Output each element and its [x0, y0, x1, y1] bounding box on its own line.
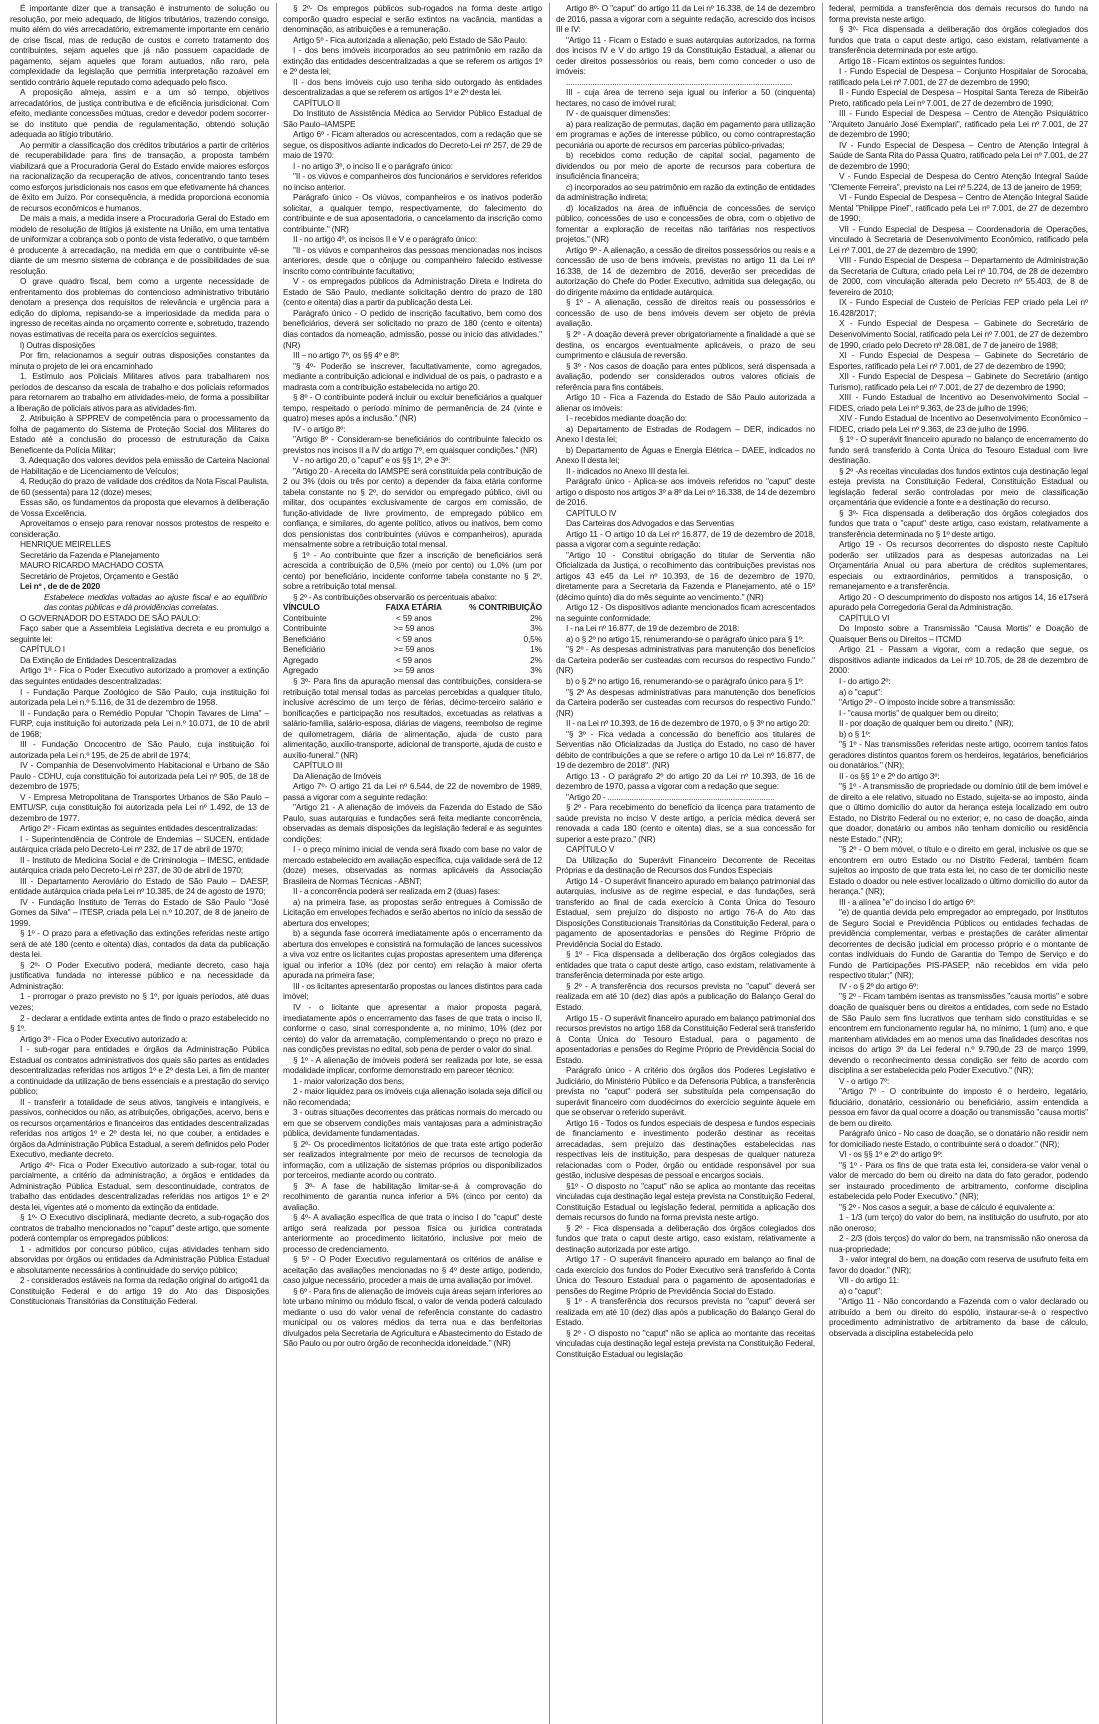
signatory-name: HENRIQUE MEIRELLES — [20, 539, 111, 550]
paragraph: § 2º - A transferência dos recursos prevista no "caput" deverá ser realizada em até 10 (dez) dias após a publicação do Balanço Geral do Estado. — [556, 980, 815, 1012]
table-cell: < 59 anos — [395, 612, 432, 623]
paragraph: V - o artigo 7º: — [839, 1075, 890, 1086]
paragraph: II - Fundo Especial de Despesa – Hospital Santa Tereza de Ribeirão Preto, ratificado pela Lei nº 7.001, de 27 de dezembro de 1990; — [829, 87, 1088, 108]
paragraph: I - Fundação Parque Zoológico de São Paulo, cuja instituição foi autorizada pela Lei n.º 5.116, de 31 de dezembro de 1958. — [10, 686, 269, 708]
paragraph: O grave quadro fiscal, bem como a urgente necessidade de enfrentamento dos problemas do contencioso administrativo tributário denotam a presença dos requisitos de relevância e urgência para a edição do diploma, repisando-se a imperiosidade da medida para o ingresso de receitas ainda no orçamento corrente e, sobretudo, trazendo novas estimativas de receita para os exercícios seguintes. — [10, 276, 269, 339]
chapter-heading: CAPÍTULO V — [566, 844, 615, 855]
paragraph: "Artigo 11 - Não concordando a Fazenda com o valor declarado ou atribuído a bem ou direito do espólio, instaurar-se-á o respectivo procedimento administrativo de arbitramento da base de cálculo, observada a disciplina estabelecida pelo — [829, 1296, 1088, 1338]
paragraph: 3 - outras situações decorrentes das práticas normais do mercado ou em que se observem condições mais vantajosas para a administração pública, devidamente fundamentadas. — [283, 1107, 542, 1139]
paragraph: § 1º - A alienação de imóveis poderá ser realizada por lote, se essa modalidade implicar, conforme demonstrado em parecer técnico: — [283, 1054, 542, 1076]
table-cell: 3% — [530, 623, 542, 634]
paragraph: "§ 2º - Ficam também isentas as transmissões "causa mortis" e sobre doação de quaisquer bens ou direitos a entidades, com sede no Estado de São Paulo sem fins lucrativos que tenham sido constituídas e se encontrem em funcionamento regular há, no mínimo, 1 (um) ano, e que mantenham atividades em ao menos uma das finalidades descritas nos incisos do artigo 3º da Lei federal n.º 9.790,de 23 de março 1999, devendo o reconhecimento dessa condição ser feito de acordo com disciplina a ser estabelecida pelo Poder Executivo." (NR); — [829, 991, 1088, 1076]
paragraph: Artigo 17 - O superávit financeiro apurado em balanço ao final de cada exercício dos fundos do Poder Executivo será transferido à Conta Única do Tesouro Estadual para o pagamento de aposentadorias e pensões do Regime Próprio de Previdência Social do Estado. — [556, 1254, 815, 1296]
paragraph: § 4º- A avaliação específica de que trata o inciso I do "caput" deste artigo será realizada por pessoa física ou jurídica contratada anteriormente ao procedimento licitatório, inclusive por meio de processo de credenciamento. — [283, 1212, 542, 1254]
paragraph: I - sub-rogar para entidades e órgãos da Administração Pública Estadual os contratos administrativos dos quais são partes as entidades descentralizadas referidas nos artigos 1º e 2º desta Lei, a fim de manter a continuidade da utilização de bens essenciais e a prestação do serviço público; — [10, 1044, 269, 1097]
paragraph: II - dos bens imóveis cujo uso tenha sido outorgado às entidades descentralizadas a que se referem os artigos 1º e 2º desta lei. — [283, 76, 542, 98]
paragraph: Essas são, os fundamentos da proposta que elevamos à deliberação de Vossa Excelência. — [10, 497, 269, 518]
paragraph: § 2º- O Poder Executivo poderá, mediante decreto, caso haja justificativa fundada no interesse público e na necessidade da Administração: — [10, 959, 269, 991]
paragraph: § 8º - O contribuinte poderá incluir ou excluir beneficiários a qualquer tempo, respeitado o período mínimo de permanência de 24 (vinte e quatro) meses após a inclusão." (NR) — [283, 392, 542, 424]
paragraph: Artigo 5º - Fica autorizada a alienação, pelo Estado de São Paulo: — [293, 34, 528, 45]
table-row — [283, 613, 542, 624]
quoted-article-ellipsis: "Artigo 20 - ............................................................................ — [566, 791, 775, 802]
paragraph: 4. Redução do prazo de validade dos créditos da Nota Fiscal Paulista, de 60 (sessenta) para 12 (doze) meses; — [10, 476, 269, 497]
paragraph: IV - Companhia de Desenvolvimento Habitacional e Urbano de São Paulo - CDHU, cuja constituição foi autorizada pela Lei nº 905, de 18 de dezembro de 1975; — [10, 760, 269, 792]
paragraph: Artigo 10 - Fica a Fazenda do Estado de São Paulo autorizada a alienar os imóveis: — [556, 392, 815, 413]
paragraph: § 2º - Para recebimento do benefício da licença para tratamento de saúde prevista no inciso V deste artigo, a perícia médica deverá ser renovada a cada 180 (cento e oitenta) dias, se a sua concessão for superior a este prazo." (NR) — [556, 802, 815, 844]
paragraph: l) Outras disposições — [20, 339, 95, 350]
signatory-title: Secretário da Fazenda e Planejamento — [20, 549, 160, 560]
paragraph: Parágrafo único - O pedido de inscrição facultativo, bem como dos beneficiários, deverá ser solicitado no prazo de 180 (cento e oitenta) dias contados da nomeação, admissão, posse ou início das atividades." (NR) — [283, 307, 542, 350]
paragraph: I - dos bens imóveis incorporados ao seu patrimônio em razão da extinção das entidades descentralizadas a que se referem os artigos 1º e 2º desta lei; — [283, 45, 542, 77]
chapter-subtitle: Da Alienação de Imóveis — [293, 770, 382, 781]
law-number-line: Lei nº , de de de 2020 — [20, 581, 101, 592]
paragraph: "Artigo 20 - A receita do IAMSPE será constituída pela contribuição de 2 ou 3% (dois ou três por cento) a depender da faixa etária conforme tabela constante no § 2º, do servidor ou empregado público, civil ou militar, dos ocupantes exclusivamente de cargos em comissão, de função-atividade de livre provimento, de empregado público em confiança, e similares, do agente político, ativos ou inativos, bem como dos pensionistas dos contribuintes (viúvos e companheiros), apurada mensalmente sobre a retribuição total mensal. — [283, 465, 542, 550]
paragraph: "§ 2º As despesas administrativas para manutenção dos benefícios da Carteira poderão ser custeadas com recursos do respectivo Fundo." (NR) — [556, 686, 815, 718]
chapter-heading: CAPÍTULO IV — [566, 507, 617, 518]
paragraph: § 1º - Fica dispensada a deliberação dos órgãos colegiados das entidades que trata o caput deste artigo, caso existam, relativamente à transferência determinada por este artigo. — [556, 949, 815, 981]
paragraph: § 3º- Para fins da apuração mensal das contribuições, considera-se retribuição total mensal todas as parcelas percebidas a qualquer título, inclusive acréscimo de um terço de férias, décimo-terceiro salário e bonificações e participação nos resultados, excetuadas as relativas a salário-família, salário-esposa, diárias de viagens, reembolso de regime de quilometragem, diária de alimentação, ajuda de custo para alimentação, auxílio-transporte, adicional de transporte, ajuda de custo e auxílio-funeral." (NR) — [283, 676, 542, 760]
table-cell: >= 59 anos — [393, 644, 435, 655]
paragraph: I - Superintendência de Controle de Endemias – SUCEN, entidade autárquica criada pelo Decreto-Lei nº 232, de 17 de abril de 1970; — [10, 833, 269, 855]
paragraph: É importante dizer que a transação é instrumento de solução ou resolução, por meio adequado, de litígios tributários, trazendo consigo, muito além do viés arrecadatório, extremamente importante em cenário de crise fiscal, mas de redução de custos e correto tratamento dos contribuintes, sejam aqueles que já não possuem capacidade de pagamento, sejam aqueles que foram autuados, não raro, pela complexidade da legislação que permitia interpretação razoável em sentido contrário àquele reputado como adequado pelo fisco. — [10, 3, 269, 87]
paragraph: IV - Fundo Especial de Despesa – Centro de Atenção Integral à Saúde de Santa Rita do Passa Quatro, ratificado pela Lei nº 7.001, de 27 de dezembro de 1990; — [829, 139, 1088, 171]
table-cell: >= 59 anos — [393, 665, 435, 676]
paragraph: II - a concorrência poderá ser realizada em 2 (duas) fases: — [293, 886, 500, 897]
paragraph: IV - de quaisquer dimensões: — [566, 108, 671, 119]
paragraph: II - no artigo 4º, os incisos II e V e o parágrafo único: — [293, 234, 478, 245]
paragraph: III - cuja área de terreno seja igual ou inferior a 50 (cinquenta) hectares, no caso de imóvel rural; — [556, 87, 815, 108]
paragraph: federal, permitida a transferência dos demais recursos do fundo na forma prevista neste artigo. — [829, 3, 1088, 24]
paragraph: § 1º - A alienação, cessão de direitos reais ou possessórios e concessão de uso de bens imóveis devem ser objeto de prévia avaliação. — [556, 297, 815, 329]
paragraph: "e) de quantia devida pelo empregador ao empregado, por Institutos de Seguro Social e Previdência Públicos ou entidades fechadas de previdência complementar, verbas e prestações de caráter alimentar decorrentes de decisão judicial em processo próprio e o montante de contas individuais do Fundo de Garantia do Tempo de Serviço e do Fundo de Participações PIS-PASEP, não recebidos em vida pelo respectivo titular;" (NR); — [829, 907, 1088, 981]
paragraph: I - recebidos mediante doação do: — [566, 413, 687, 424]
paragraph: Artigo 15 - O superávit financeiro apurado em balanço patrimonial dos recursos previstos no artigo 168 da Constituição Federal será transferido à Conta Única do Tesouro Estadual, para o pagamento de aposentadorias e pensões do Regime Próprio de Previdência Social do Estado. — [556, 1012, 815, 1065]
paragraph: § 2º- Os empregos públicos sub-rogados na forma deste artigo comporão quadro especial e serão extintos na vacância, mantidas a denominação, as atribuições e a remuneração. — [283, 3, 542, 35]
paragraph: III – no artigo 7º, os §§ 4º e 8º: — [293, 350, 400, 361]
paragraph: Artigo 9º - A alienação, a cessão de direitos possessórios ou reais e a concessão de uso de bens imóveis, previstas no artigo 11 da Lei nº 16.338, de 14 de dezembro de 2016, deverão ser precedidas de autorização do Chefe do Poder Executivo, admitida sua delegação, ou do dirigente máximo da entidade autárquica. — [556, 244, 815, 297]
paragraph: II - Fundação para o Remédio Popular "Chopin Tavares de Lima" – FURP, cuja instituição foi autorizada pela Lei n.º 10.071, de 10 de abril de 1968; — [10, 707, 269, 739]
paragraph: § 1º - O superávit financeiro apurado no balanço de encerramento do fundo será transferido à Conta Única do Tesouro Estadual com livre destinação. — [829, 434, 1088, 466]
paragraph: "§ 2º - As despesas administrativas para manutenção dos benefícios da Carteira poderão ser custeadas com recursos do respectivo Fundo." (NR) — [556, 644, 815, 676]
paragraph: "§ 1º - Para os fins de que trata esta lei, considera-se valor venal o valor de mercado do bem ou direito na data do fato gerador, podendo ser instaurado procedimento de arbitramento, conforme disciplina estabelecida pelo Poder Executivo." (NR); — [829, 1159, 1088, 1202]
paragraph: IV - o artigo 8º: — [293, 423, 346, 434]
paragraph: Parágrafo único - Aplica-se aos imóveis referidos no "caput" deste artigo o disposto nos artigos 3º a 8º da Lei nº 16.338, de 14 de dezembro de 2016. — [556, 476, 815, 508]
paragraph: 1. Estímulo aos Policiais Militares ativos para trabalharem nos períodos de descanso da escala de trabalho e dos policiais reformados para retornarem ao trabalho em atividades-meio, de forma a possibilitar a liberação de policiais ativos para as atividades-fim. — [10, 371, 269, 413]
paragraph: d) localizados na área de influência de concessões de serviço público, concessões de uso e concessões de obra, com o objetivo de fomentar a exploração de receitas não tarifárias nos respectivos projetos." (NR) — [556, 202, 815, 245]
paragraph: a) na primeira fase, as propostas serão entregues à Comissão de Licitação em envelopes fechados e serão abertos no início da sessão de abertura dos envelopes; — [283, 896, 542, 928]
paragraph: a) o "caput": — [839, 686, 883, 697]
paragraph: § 2º - Fica dispensada a deliberação dos órgãos colegiados dos fundos que trata o caput deste artigo, caso existam, relativamente a destinação autorizada por este artigo. — [556, 1222, 815, 1254]
paragraph: § 2º - O disposto no "caput" não se aplica ao montante das receitas vinculadas cuja destinação legal esteja prevista na Constituição Federal, Constituição Estadual ou legislação — [556, 1327, 815, 1359]
table-cell: 2% — [530, 654, 542, 665]
text-column-3 — [549, 3, 822, 1724]
paragraph: XIII - Fundo Estadual de Incentivo ao Desenvolvimento Social – FIDES, criado pela Lei nº 9.363, de 23 de julho de 1996; — [829, 392, 1088, 413]
paragraph: "Artigo 2º - O imposto incide sobre a transmissão: — [839, 697, 1016, 708]
paragraph: "§ 4º- Poderão se inscrever, facultativamente, como agregados, mediante a contribuição adicional e individual de os pais, o padrasto e a madrasta com a contribuição estabelecida no artigo 20. — [283, 360, 542, 392]
table-cell: Contribuinte — [283, 623, 327, 634]
paragraph: b) a segunda fase ocorrerá imediatamente após o encerramento da abertura dos envelopes e consistirá na formulação de lances sucessivos a viva voz entre os licitantes cujas propostas apresentem uma diferença igual ou inferior a 10% (dez por cento) em relação à maior oferta apurada na primeira fase; — [283, 928, 542, 981]
paragraph: 3. Adequação dos valores devidos pela emissão de Carteira Nacional de Habilitação e de Licenciamento de Veículos; — [10, 455, 269, 476]
paragraph: I - o preço mínimo inicial de venda será fixado com base no valor de mercado estabelecido em avaliação específica, cuja validade será de 12 (doze) meses, observadas as normas aplicáveis da Associação Brasileira de Normas Técnicas - ABNT; — [283, 844, 542, 886]
paragraph: Artigo 4º- Fica o Poder Executivo autorizado a sub-rogar, total ou parcialmente, a critério da administração, a órgãos e entidades da Administração Pública Estadual, sem descontinuidade, contratos de trabalho das entidades descentralizadas referidas nos artigos 1º e 2º desta lei, vigentes até o momento da extinção da entidade. — [10, 1159, 269, 1212]
paragraph: Artigo 20 - O descumprimento do disposto nos artigos 14, 16 e17será apurado pela Corregedoria Geral da Administração. — [829, 591, 1088, 613]
paragraph: III - Fundação Oncocentro de São Paulo, cuja instituição foi autorizada pela Lei n.º 195, de 25 de abril de 1974; — [10, 739, 269, 760]
paragraph: "§ 1º - A transmissão de propriedade ou domínio útil de bem imóvel e de direito a ele relativo, situado no Estado, sujeita-se ao imposto, ainda que o último domicílio do autor da herança esteja localizado em outro Estado, no Distrito Federal ou no exterior; e, no caso de doação, ainda que doador, donatário ou ambos não tenham domicílio ou residência neste Estado." (NR); — [829, 781, 1088, 844]
paragraph: a) Departamento de Estradas de Rodagem – DER, indicados no Anexo I desta lei; — [556, 423, 815, 445]
paragraph: "§ 2º - O bem móvel, o título e o direito em geral, inclusive os que se encontrem em outro Estado ou no Distrito Federal, também ficam sujeitos ao imposto de que trata esta lei, no caso de ter domicílio neste Estado o doador ou nele estiver localizado o último domicílio do autor da herança." (NR); — [829, 844, 1088, 897]
paragraph: § 3º - Nos casos de doação para entes públicos, será dispensada a avaliação, podendo ser considerados outros valores oficiais de referência para fins contábeis. — [556, 360, 815, 392]
paragraph: Parágrafo único - No caso de doação, se o donatário não residir nem for domiciliado neste Estado, o contribuinte será o doador." (NR); — [829, 1128, 1088, 1149]
paragraph: Artigo 12 - Os dispositivos adiante mencionados ficam acrescentados na seguinte conformidade: — [556, 602, 815, 623]
table-cell: < 59 anos — [395, 633, 432, 644]
paragraph: Artigo 6º - Ficam alterados ou acrescentados, com a redação que se segue, os dispositivos adiante indicados do Decreto-Lei nº 257, de 29 de maio de 1970: — [283, 129, 542, 161]
paragraph: § 2º - A doação deverá prever obrigatoriamente a finalidade a que se destina, os encargos eventualmente aplicáveis, o prazo de seu cumprimento e cláusula de reversão. — [556, 328, 815, 361]
table-row — [283, 623, 542, 634]
paragraph: 3 - valor integral do bem, na doação com reserva de usufruto feita em favor do doador." (NR); — [829, 1254, 1088, 1275]
ellipsis-line: ....................................................................................................... — [566, 76, 793, 87]
paragraph: III - Departamento Aeroviário do Estado de São Paulo – DAESP, entidade autárquica criada pela Lei nº 10.385, de 24 de agosto de 1970; — [10, 875, 269, 897]
paragraph: § 1º - Ao contribuinte que fizer a inscrição de beneficiários será acrescida a contribuição de 0,5% (meio por cento) ou 1,0% (um por cento) por beneficiário, incidente conforme tabela constante no § 2º, sobre a retribuição total mensal. — [283, 549, 542, 592]
table-cell: 0,5% — [523, 633, 542, 644]
table-cell: 3% — [530, 665, 542, 676]
paragraph: "Artigo 10 - Constitui obrigação do titular de Serventia não Oficializada da Justiça, o recolhimento das contribuições previstas nos artigos 43 e45 da Lei nº 10.393, de 16 de dezembro de 1970, diretamente para a Secretaria da Fazenda e Planejamento, até o 15º (décimo quinto) dia do mês seguinte ao vencimento." (NR) — [556, 549, 815, 602]
paragraph: "§ 1º - Nas transmissões referidas neste artigo, ocorrem tantos fatos geradores distintos quantos forem os herdeiros, legatários, beneficiários ou donatários." (NR); — [829, 739, 1088, 771]
paragraph: Artigo 14 - O superávit financeiro apurado em balanço patrimonial das autarquias, inclusive as de regime especial, e das fundações, será transferido ao final de cada exercício à Conta Única do Tesouro Estadual, sem prejuízo do disposto no artigo 76-A do Ato das Disposições Constitucionais Transitórias da Constituição Federal, para o pagamento de aposentadorias e pensões do Regime Próprio de Previdência Social do Estado. — [556, 875, 815, 949]
table-cell: 1% — [530, 644, 542, 655]
paragraph: IV - Fundação Instituto de Terras do Estado de São Paulo "José Gomes da Silva" – ITESP, criada pela Lei n.º 10.207, de 8 de janeiro de 1999. — [10, 896, 269, 928]
paragraph: VIII - Fundo Especial de Despesa – Departamento de Administração da Secretaria de Cultura, criado pela Lei nº 10.704, de 28 de dezembro de 2000, com vinculação alterada pelo Decreto nº 55.403, de 8 de fevereiro de 2010; — [829, 255, 1088, 297]
paragraph: II - na Lei nº 10.393, de 16 de dezembro de 1970, o § 3º no artigo 20: — [566, 718, 810, 729]
paragraph: § 3º- A fase de habilitação limitar-se-á à comprovação do recolhimento de garantia nunca inferior a 5% (cinco por cento) da avaliação. — [283, 1180, 542, 1212]
paragraph: II - os §§ 1º e 2º do artigo 3º: — [839, 770, 940, 781]
paragraph: XII - Fundo Especial de Despesa – Gabinete do Secretário (antigo Turismo), ratificado pela Lei nº 7.001, de 27 de dezembro de 1990; — [829, 371, 1088, 392]
paragraph: XI - Fundo Especial de Despesa – Gabinete do Secretário de Esportes, ratificado pela Lei nº 7.001, de 27 de dezembro de 1990; — [829, 350, 1088, 371]
law-summary: Estabelece medidas voltadas ao ajuste fiscal e ao equilíbrio das contas públicas e dá providências correlatas. — [44, 591, 267, 613]
chapter-subtitle: Do Instituto de Assistência Médica ao Servidor Público Estadual de São Paulo–IAMSPE — [283, 108, 542, 129]
table-cell: Agregado — [283, 665, 319, 676]
table-header-cell: FAIXA ETÁRIA — [385, 602, 442, 613]
paragraph: III - os licitantes apresentarão propostas ou lances distintos para cada imóvel; — [283, 980, 542, 1002]
paragraph: I - Fundo Especial de Despesa – Conjunto Hospitalar de Sorocaba, ratificado pela Lei nº 7.001, de 27 de dezembro de 1990; — [829, 66, 1088, 87]
paragraph: 2 - considerados estáveis na forma da redação original do artigo41 da Constituição Federal e do artigo 19 do Ato das Disposições Constitucionais Transitórias da Constituição Federal. — [10, 1275, 269, 1307]
paragraph: 2 - maior liquidez para os imóveis cuja alienação isolada seja difícil ou não recomendada; — [283, 1086, 542, 1107]
paragraph: Faço saber que a Assembleia Legislativa decreta e eu promulgo a seguinte lei: — [10, 623, 269, 644]
text-column-2 — [276, 3, 549, 1724]
paragraph: § 3º- Fica dispensada a deliberação dos órgãos colegiados dos fundos que trata o "caput" deste artigo, caso existam, relativamente a transferência determinada no § 1º deste artigo. — [829, 507, 1088, 539]
chapter-subtitle: Da Extinção de Entidades Descentralizadas — [20, 654, 177, 665]
table-row — [283, 655, 542, 666]
chapter-heading: CAPÍTULO VI — [839, 612, 890, 623]
paragraph: Artigo 16 - Todos os fundos especiais de despesa e fundos especiais de financiamento e investimento poderão destinar as receitas arrecadadas, sem prejuízo das destinações estabelecidas nas respectivas leis de instituição, para despesas de qualquer natureza relacionadas com o Poder, órgão ou entidade responsável por sua gestão, inclusive despesas de pessoal e encargos sociais. — [556, 1117, 815, 1181]
table-cell: >= 59 anos — [393, 623, 435, 634]
paragraph: V - no artigo 20, o "caput" e os §§ 1º, 2º e 3º: — [293, 455, 451, 466]
chapter-heading: CAPÍTULO II — [293, 97, 341, 108]
paragraph: b) Departamento de Águas e Energia Elétrica – DAEE, indicados no Anexo II desta lei; — [556, 444, 815, 466]
signatory-name: MAURO RICARDO MACHADO COSTA — [20, 560, 164, 571]
paragraph: §1º - O disposto no "caput" não se aplica ao montante das receitas vinculadas cuja destinação legal esteja prevista na Constituição Federal, Constituição Estadual ou legislação federal, permitida a aplicação dos demais recursos do fundo na forma prevista neste artigo. — [556, 1180, 815, 1223]
paragraph: VII - Fundo Especial de Despesa – Coordenadoria de Operações, vinculado à Secretaria de Desenvolvimento Econômico, ratificado pela Lei nº 7.001, de 27 de dezembro de 1990; — [829, 223, 1088, 255]
paragraph: 1 - prorrogar o prazo previsto no § 1º, por iguais períodos, até duas vezes; — [10, 991, 269, 1012]
paragraph: § 1º - O prazo para a efetivação das extinções referidas neste artigo será de até 180 (cento e oitenta) dias, contados da data da publicação desta lei. — [10, 928, 269, 960]
paragraph: "Artigo 8º - Consideram-se beneficiários do contribuinte falecido os previstos nos incisos II a IV do artigo 7º, em quaisquer condições." (NR) — [283, 434, 542, 455]
paragraph: § 3º- Fica dispensada a deliberação dos órgãos colegiados dos fundos que trata o caput deste artigo, caso existam, relativamente a transferência determinada por este artigo. — [829, 24, 1088, 56]
paragraph: IV - o § 2º do artigo 6º: — [839, 980, 919, 991]
table-cell: Beneficiário — [283, 644, 326, 655]
paragraph: "§ 2º - Nos casos a seguir, a base de cálculo é equivalente a: — [839, 1201, 1055, 1212]
paragraph: Artigo 19 - Os recursos decorrentes do disposto neste Capítulo poderão ser utilizados para as despesas autorizadas na Lei Orçamentária Anual ou para abertura de créditos suplementares, especiais ou extraordinários, permitidos a transposição, o remanejamento e a transferência. — [829, 539, 1088, 592]
paragraph: VI - Fundo Especial de Despesa – Centro de Atenção Integral Saúde Mental "Philippe Pinel", ratificado pela Lei nº 7.001, de 27 de dezembro de 1990; — [829, 192, 1088, 224]
paragraph: "II - os viúvos e companheiros dos funcionários e servidores referidos no inciso anterior. — [283, 171, 542, 192]
paragraph: Parágrafo único - Os viúvos, companheiros e os inativos poderão solicitar, a qualquer tempo, respectivamente, do falecimento do contribuinte e de sua aposentadoria, o cancelamento da inscrição como contribuinte." (NR) — [283, 192, 542, 234]
paragraph: 1 - maior valorização dos bens; — [293, 1075, 404, 1086]
paragraph: § 5º - O Poder Executivo regulamentará os critérios de análise e aceitação das avaliações mencionadas no § 4º deste artigo, podendo, caso julgue necessário, proceder a mais de uma avaliação por imóvel. — [283, 1254, 542, 1286]
paragraph: § 2º- Os procedimentos licitatórios de que trata este artigo poderão ser realizados integralmente por meio de recursos de tecnologia da informação, com a utilização de sistemas próprios ou disponibilizados por terceiros, mediante acordo ou contrato. — [283, 1138, 542, 1181]
paragraph: I - do artigo 2º: — [839, 676, 891, 686]
paragraph: "II - os viúvos e companheiros das pessoas mencionadas nos incisos anteriores, desde que o cônjuge ou companheiro falecido estivesse inscrito como contribuinte facultativo; — [283, 244, 542, 276]
paragraph: § 2º - As contribuições observarão os percentuais abaixo: — [293, 591, 497, 602]
paragraph: Artigo 1º - Fica o Poder Executivo autorizado a promover a extinção das seguintes entidades descentralizadas: — [10, 665, 269, 686]
paragraph: § 1º- O Executivo disciplinará, mediante decreto, a sub-rogação dos contratos de trabalho mencionados no "caput" deste artigo, que somente poderá contemplar os empregados públicos: — [10, 1212, 269, 1244]
table-cell: Agregado — [283, 654, 319, 665]
paragraph: VII - do artigo 11: — [839, 1275, 900, 1286]
paragraph: V - os empregados públicos da Administração Direta e Indireta do Estado de São Paulo, mediante solicitação dentro do prazo de 180 (cento e oitenta) dias a partir da publicação desta Lei. — [283, 276, 542, 308]
paragraph: II - Instituto de Medicina Social e de Criminologia – IMESC, entidade autárquica criada pelo Decreto-Lei nº 237, de 30 de abril de 1970; — [10, 854, 269, 876]
paragraph: 1 - admitidos por concurso público, cujas atividades tenham sido absorvidas por órgãos ou entidades da Administração Pública Estadual e absolutamente necessários à continuidade do serviço público; — [10, 1243, 269, 1275]
table-row — [283, 665, 542, 676]
chapter-heading: CAPÍTULO I — [20, 644, 65, 655]
paragraph: 2 - 2/3 (dois terços) do valor do bem, na transmissão não onerosa da nua-propriedade; — [829, 1233, 1088, 1254]
paragraph: De mais a mais, a medida insere a Procuradoria Geral do Estado em modelo de resolução de litígios já existente na União, em uma tentativa de uniformizar a cobrança sob o ponto de vista federativo, o que também é producente à arrecadação, na medida em que o contribuinte vê-se diante de um mesmo sistema de cobrança e de possibilidades de sua resolução. — [10, 213, 269, 276]
paragraph: IV - o licitante que apresentar a maior proposta pagará, imediatamente após o encerramento das fases de que trata o inciso II, conforme o caso, sinal correspondente a, no mínimo, 10% (dez por cento) do valor da arrematação, complementando o preço no prazo e nas condições previstas no edital, sob pena de perder o valor do sinal. — [283, 1001, 542, 1055]
paragraph: a) para realização de permutas, dação em pagamento para utilização em programas e ações de interesse público, ou como contraprestação pecuniária ou aporte de recursos em parcerias público-privadas; — [556, 118, 815, 150]
paragraph: XIV - Fundo Estadual de Incentivo ao Desenvolvimento Econômico – FIDEC, criado pela Lei nº 9.363, de 23 de julho de 1996. — [829, 413, 1088, 434]
enacting-authority: O GOVERNADOR DO ESTADO DE SÃO PAULO: — [20, 612, 201, 623]
paragraph: I - "causa mortis" de qualquer bem ou direito; — [839, 707, 999, 718]
paragraph: 2. Atribuição à SPPREV de competência para o processamento da folha de pagamento do Sistema de Proteção Social dos Militares do Estado até a conclusão do processo de estruturação da Caixa Beneficente da Polícia Militar; — [10, 413, 269, 455]
paragraph: "§ 3º - Fica vedada a concessão do benefício aos titulares de Serventias não Oficializadas da Justiça do Estado, no caso de haver débito de contribuições a que se refere o artigo 10 da Lei nº 16.877, de 19 de dezembro de 2018". (NR) — [556, 728, 815, 771]
paragraph: a) o "caput": — [839, 1285, 883, 1296]
table-cell: Beneficiário — [283, 633, 326, 644]
table-row — [283, 644, 542, 655]
paragraph: III - Fundo Especial de Despesa – Centro de Atenção Psiquiátrico "Arquiteto Januário José Exemplari", ratificado pela Lei nº 7.001, de 27 de dezembro de 1990; — [829, 108, 1088, 140]
paragraph: V - Empresa Metropolitana de Transportes Urbanos de São Paulo – EMTU/SP, cuja constituição foi autorizada pela Lei nº 1.492, de 13 de dezembro de 1977. — [10, 791, 269, 823]
table-header-row — [283, 602, 542, 613]
paragraph: Artigo 11 - O artigo 10 da Lei nº 16.877, de 19 de dezembro de 2018, passa a vigorar com a seguinte redação: — [556, 528, 815, 550]
paragraph: X - Fundo Especial de Despesa – Gabinete do Secretário de Desenvolvimento Social, ratificado pela Lei nº 7.001, de 27 de dezembro de 1990, criado pelo Decreto nº 28.081, de 7 de janeiro de 1988; — [829, 318, 1088, 350]
paragraph: II - transferir a totalidade de seus ativos, tangíveis e intangíveis, e passivos, conhecidos ou não, as atribuições, obrigações, acervo, bens e os recursos orçamentários e financeiros das entidades descentralizadas referidas nos artigos 1º e 2º desta lei, no que couber, a entidades e órgãos da Administração Pública Estadual, a serem definidos pelo Poder Executivo, mediante decreto. — [10, 1096, 269, 1160]
text-column-4 — [822, 3, 1095, 1724]
paragraph: III - a alínea "e" do inciso I do artigo 6º: — [839, 896, 976, 907]
paragraph: Artigo 8º- O "caput" do artigo 11 da Lei nº 16.338, de 14 de dezembro de 2016, passa a vigorar com a seguinte redação, acrescido dos incisos III e IV: — [556, 3, 815, 35]
paragraph: Artigo 3º - Fica o Poder Executivo autorizado a: — [20, 1033, 188, 1044]
paragraph: "Artigo 11 - Ficam o Estado e suas autarquias autorizados, na forma dos incisos IV e V do artigo 19 da Constituição Estadual, a alienar ou ceder direitos possessórios ou reais, bem como conceder o uso de imóveis: — [556, 34, 815, 77]
table-cell: 2% — [530, 612, 542, 623]
paragraph: Artigo 18 - Ficam extintos os seguintes fundos: — [839, 55, 1006, 66]
paragraph: 1 - 1/3 (um terço) do valor do bem, na instituição do usufruto, por ato não oneroso; — [829, 1212, 1088, 1233]
paragraph: § 6º - Para fins de alienação de imóveis cuja áreas sejam inferiores ao lote urbano mínimo ou módulo fiscal, o valor de venda poderá calculado mediante o uso do valor venal de referência constante do cadastro municipal ou os valores médios da terra nua e das benfeitorias divulgados pela Secretaria de Agricultura e Abastecimento do Estado de São Paulo ou por outro órgão de reconhecida idoneidade." (NR) — [283, 1285, 542, 1349]
table-row — [283, 634, 542, 645]
paragraph: I - na Lei nº 16.877, de 19 de dezembro de 2018: — [566, 623, 740, 634]
table-header-cell: % CONTRIBUIÇÃO — [469, 602, 542, 613]
paragraph: Artigo 7º- O artigo 21 da Lei nº 6.544, de 22 de novembro de 1989, passa a vigorar com a seguinte redação: — [283, 781, 542, 802]
table-cell: Contribuinte — [283, 612, 327, 623]
table-header-cell: VÍNCULO — [283, 602, 320, 613]
paragraph: II - indicados no Anexo III desta lei. — [566, 465, 690, 476]
paragraph: b) o § 2º no artigo 16, renumerando-se o parágrafo único para § 1º: — [566, 676, 804, 686]
paragraph: Artigo 13 - O parágrafo 2º do artigo 20 da Lei nº 10.393, de 16 de dezembro de 1970, passa a vigorar com a redação que segue: — [556, 770, 815, 792]
paragraph: V - Fundo Especial de Despesa do Centro Atenção Integral Saúde "Clemente Ferreira", previsto na Lei nº 5.224, de 13 de janeiro de 1959; — [829, 171, 1088, 192]
chapter-subtitle: Das Carteiras dos Advogados e das Serventias — [566, 518, 735, 529]
paragraph: c) incorporados ao seu patrimônio em razão da extinção de entidades da administração indireta; — [556, 181, 815, 203]
chapter-heading: CAPÍTULO III — [293, 760, 343, 771]
paragraph: Artigo 2º - Ficam extintas as seguintes entidades descentralizadas: — [20, 823, 258, 834]
paragraph: Ao permitir a classificação dos créditos tributários a partir de critérios de recuperabilidade para fins de transação, a proposta também viabilizará que a Procuradoria Geral do Estado envide maiores esforços na racionalização da recuperação de ativos, concentrando tanto teses como esforços jurisdicionais nos casos em que efetivamente há chances de êxito em Juízo. Por consequência, a medida proporciona economia de recursos econômicos e humanos. — [10, 139, 269, 213]
chapter-subtitle: Da Utilização do Superávit Financeiro Decorrente de Receitas Próprias e da destinação de Recursos dos Fundos Especiais — [556, 854, 815, 876]
paragraph: VI - os §§ 1º e 2º do artigo 9º: — [839, 1149, 943, 1160]
chapter-subtitle: Do Imposto sobre a Transmissão "Causa Mortis" e Doação de Quaisquer Bens ou Direitos – ITCMD — [829, 623, 1088, 644]
paragraph: § 1º - A transferência dos recursos prevista no "caput" deverá ser realizada em até 10 (dez) dias após a publicação do Balanço Geral do Estado. — [556, 1296, 815, 1328]
paragraph: a) o § 2º no artigo 15, renumerando-se o parágrafo único para § 1º: — [566, 633, 804, 644]
paragraph: § 2º -As receitas vinculadas dos fundos extintos cuja destinação legal esteja prevista na Constituição Federal, Constituição Estadual ou legislação federal serão controladas por meio de classificação orçamentária que evidencie a fonte e a destinação do recurso. — [829, 465, 1088, 508]
table-cell: < 59 anos — [395, 654, 432, 665]
paragraph: Aproveitamos o ensejo para renovar nossos protestos de respeito e consideração. — [10, 518, 269, 539]
paragraph: Parágrafo único - A critério dos órgãos dos Poderes Legislativo e Judiciário, do Ministério Público e da Defensoria Pública, a transferência prevista no "caput" poderá ser substituída pela compensação do superávit financeiro com duodécimos do exercício seguinte àquele em que se observar o referido superávit. — [556, 1065, 815, 1118]
paragraph: II - por doação de qualquer bem ou direito." (NR); — [839, 718, 1014, 729]
paragraph: b) recebidos como redução de capital social, pagamento de dividendos ou por meio de aporte de recursos para cobertura de insuficiência financeira; — [556, 150, 815, 182]
contribution-rates-table — [283, 602, 542, 676]
paragraph: A proposição almeja, assim e a um só tempo, objetivos arrecadatórios, de justiça contributiva e de eficiência jurisdicional. Com efeito, mediante concessões mútuas, credor e devedor podem socorrer-se do instituto que pendia de regulamentação, obtendo solução adequada ao litígio tributário. — [10, 87, 269, 140]
paragraph: "Artigo 7º - O contribuinte do imposto é o herdeiro, legatário, fiduciário, donatário, cessionário ou beneficiário, assim entendida a pessoa em favor da qual ocorre a doação ou transmissão "causa mortis" de bem ou direito. — [829, 1086, 1088, 1128]
paragraph: 2 - declarar a entidade extinta antes de findo o prazo estabelecido no § 1º. — [10, 1012, 269, 1034]
text-column-1 — [4, 3, 276, 1724]
paragraph: "Artigo 21 - A alienação de imóveis da Fazenda do Estado de São Paulo, suas autarquias e fundações será feita mediante concorrência, observadas as demais disposições da legislação federal e as seguintes condições: — [283, 802, 542, 844]
paragraph: Artigo 21 - Passam a vigorar, com a redação que segue, os dispositivos adiante indicados da Lei nº 10.705, de 28 de dezembro de 2000: — [829, 644, 1088, 676]
paragraph: b) o § 1º: — [839, 728, 871, 739]
paragraph: I - no artigo 3º, o inciso II e o parágrafo único: — [293, 160, 453, 171]
paragraph: Por fim, relacionamos a seguir outras disposições constantes da minuta o projeto de lei ora encaminhado — [10, 350, 269, 371]
signatory-title: Secretário de Projetos, Orçamento e Gestão — [20, 570, 179, 581]
paragraph: IX - Fundo Especial de Custeio de Perícias FEP criado pela Lei nº 16.428/2017; — [829, 297, 1088, 318]
